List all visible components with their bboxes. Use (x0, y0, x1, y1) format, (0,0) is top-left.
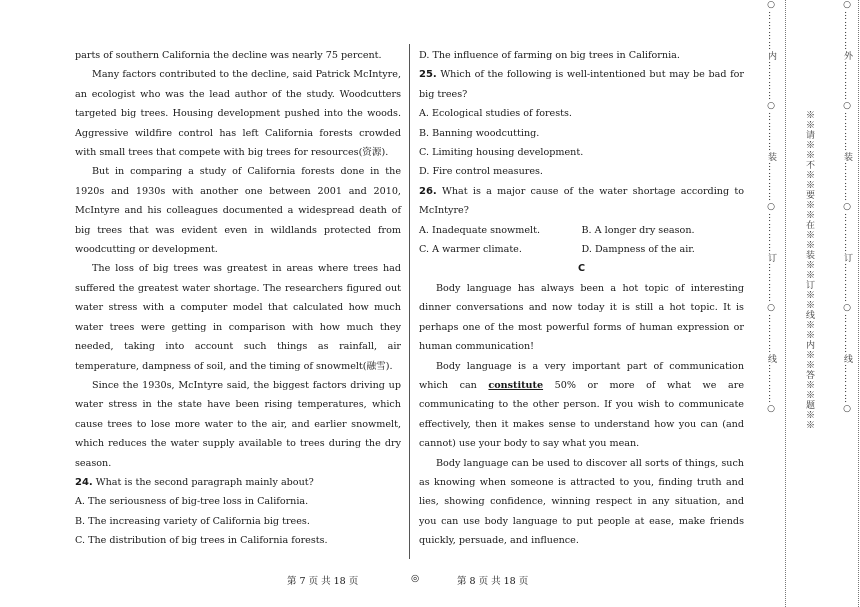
text: 50% or more of what we are communicating to the other person. If you wish to communicate effectively, then it makes sense to understand how you can (and cannot) use your body to say what you mean. (419, 379, 744, 450)
paragraph: The loss of big trees was greatest in areas where trees had suffered the greatest water shortage. The researchers figured out water stress with a computer model that calculated how much water trees were getting in comparison with how much they needed, taking into account such things as rainfall, air temperature, dampness of soil, and the timing of snowmelt(融雪). (75, 263, 401, 372)
section-heading: C (577, 263, 586, 275)
paragraph: Body language can be used to discover all sorts of things, such as knowing when someone is attracted to you, finding truth and lies, showing confidence, winning respect in any situation, and you can use body language to put people at ease, make friends quickly, persuade, and influence. (419, 457, 744, 547)
question-26 (419, 182, 744, 221)
text: Body language is a very important part of communication which can (419, 360, 744, 391)
page-number-right: 第 8 页 共 18 页 (457, 576, 529, 587)
paragraph: Body language has always been a hot topic of interesting dinner conversations and now today it is still a hot topic. It is perhaps one of the most powerful forms of human expression or human communication! (419, 282, 744, 353)
option: A. Ecological studies of forests. (419, 108, 572, 120)
paragraph: Many factors contributed to the decline, said Patrick McIntyre, an ecologist who was the lead author of the study. Woodcutters targeted big trees. Housing development pushed into the woods. Aggressive wildfire control has left California forests crowded with small trees that compete with big trees for resources(资源). (75, 69, 401, 159)
option: D. Dampness of the air. (581, 244, 695, 256)
binding-dotted-line (858, 0, 859, 607)
question-stem: Which of the following is well-intentioned but may be bad for big trees? (419, 69, 744, 100)
paragraph: parts of southern California the decline was nearly 75 percent. (75, 50, 382, 61)
option: A. The seriousness of big-tree loss in California. (75, 496, 309, 508)
question-number: 26. (419, 185, 437, 197)
option: B. A longer dry season. (581, 224, 695, 236)
paragraph: But in comparing a study of California forests done in the 1920s and 1930s with another one between 2001 and 2010, McIntyre and his colleagues documented a widespread death of big trees that was evident even in wildlands protected from woodcutting or development. (75, 166, 401, 256)
option: B. The increasing variety of California big trees. (75, 515, 310, 527)
paragraph (419, 357, 744, 454)
page-number-left: 第 7 页 共 18 页 (287, 576, 359, 587)
right-column (419, 46, 744, 551)
question-24 (75, 473, 401, 492)
underlined-word: constitute (488, 379, 544, 391)
option: C. A warmer climate. (419, 244, 522, 256)
option: D. Fire control measures. (419, 166, 543, 178)
binding-outer-line: ○…………外…………○…………装…………○…………订…………○…………线…………○ (842, 0, 852, 415)
option: A. Inadequate snowmelt. (419, 224, 540, 236)
question-number: 24. (75, 476, 93, 488)
binding-dotted-line (785, 0, 786, 607)
option: C. Limiting housing development. (419, 147, 584, 159)
option: C. The distribution of big trees in California forests. (75, 535, 328, 547)
binding-inner-line: ○…………内…………○…………装…………○…………订…………○…………线…………○ (766, 0, 776, 415)
option: B. Banning woodcutting. (419, 127, 540, 139)
question-25 (419, 65, 744, 104)
paragraph: Since the 1930s, McIntyre said, the biggest factors driving up water stress in the state have been rising temperatures, which cause trees to lose more water to the air, and earlier snowmelt, which reduces the water supply available to trees during the dry season. (75, 379, 401, 469)
question-stem: What is a major cause of the water shortage according to McIntyre? (419, 185, 744, 217)
question-number: 25. (419, 69, 437, 81)
page-separator-icon: ◎ (411, 573, 420, 584)
question-stem: What is the second paragraph mainly about? (92, 476, 314, 488)
option-row (419, 221, 744, 240)
option-row (419, 240, 744, 259)
column-divider (409, 44, 410, 559)
binding-notice: ※※请※※不※※要※※在※※装※※订※※线※※内※※答※※题※※ (804, 110, 814, 430)
left-column (75, 46, 401, 551)
option: D. The influence of farming on big trees in California. (419, 50, 680, 61)
